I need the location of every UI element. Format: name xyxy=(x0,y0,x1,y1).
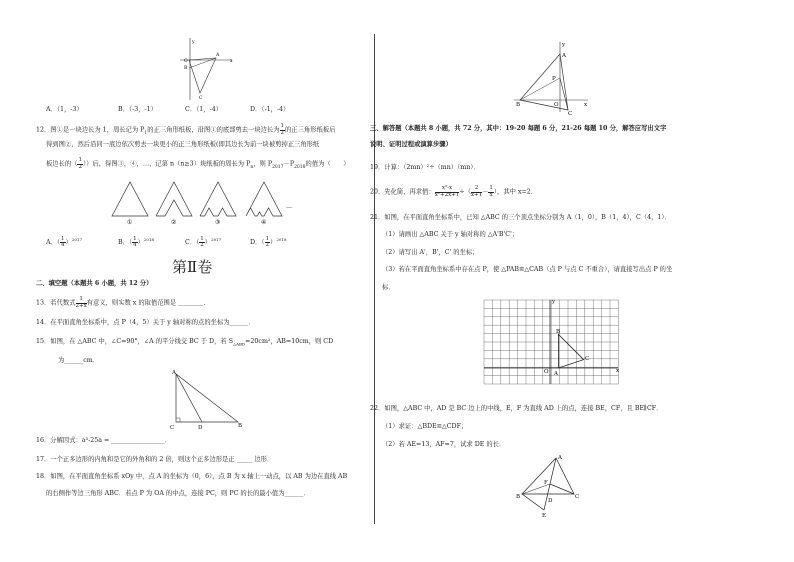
q20-post: ），其中 x=2． xyxy=(493,188,538,196)
q22-fig-A: A xyxy=(558,455,562,461)
q12-b-num: 1 xyxy=(133,235,137,242)
q22-fig-C: C xyxy=(575,494,580,500)
q22-fig-B: B xyxy=(516,494,521,500)
q12-ellipsis: … xyxy=(286,203,292,210)
answer-section-line2: 说明、证明过程或演算步骤） xyxy=(370,141,452,148)
q12-subn: n xyxy=(250,164,254,170)
q20-f3-num: 1 xyxy=(489,185,493,191)
q17-line: 17．一个正多边形的内角和是它的外角和的 2 倍，则这个正多边形是正 _____ 边形． xyxy=(36,456,274,463)
q12-fig-label-3: ③ xyxy=(215,219,221,226)
q15-fig-C: C xyxy=(170,425,175,431)
q12-c-label: C． xyxy=(185,239,197,247)
q12-half-den: 2 xyxy=(280,129,285,136)
q12-b-lp: （ xyxy=(128,239,133,247)
q12-b-label: B． xyxy=(118,239,129,247)
q21-part3b: 标． xyxy=(382,284,395,291)
q12-d-rp: ） xyxy=(270,239,277,247)
q12-c-exp: 2017 xyxy=(211,237,222,242)
q21-part3a: （3）若在平面直角坐标系中存在点 P，使 △PAB≌△CAB（点 P 与点 C 不重合），请直接写出点 P 的坐 xyxy=(382,266,673,273)
q12-figures xyxy=(108,178,308,226)
q11-fig-x: x xyxy=(230,59,233,64)
q20-pre: 20．先化简，再求值： xyxy=(370,188,435,196)
q12-option-c xyxy=(185,236,221,249)
q13-pre: 13．若代数式 xyxy=(36,299,76,307)
q21-gridlines xyxy=(484,300,618,384)
q12-b-den: 4 xyxy=(133,242,137,249)
left-column xyxy=(0,0,372,562)
q12-a-num: 1 xyxy=(61,235,65,242)
q12-d-den: 2 xyxy=(265,242,270,249)
q21-part2: （2）请写出 A'，B'，C' 的坐标； xyxy=(382,249,479,256)
q12-sub2018: 2018 xyxy=(294,164,306,170)
q22-figure xyxy=(514,452,584,518)
q12-lp1: （ xyxy=(71,160,78,168)
q15-line1 xyxy=(36,338,333,348)
q21-part1: （1）请画出 △ABC 关于 y 轴对称的 △A'B'C'； xyxy=(382,231,519,238)
q12-l1b: 的正三角形纸板，沿图①的底部剪去一块边长为 xyxy=(147,126,280,134)
q12-l3c: ，则 P xyxy=(253,160,273,168)
q18-line2: 的右侧作等边三角形 ABC．若点 P 为 OA 的中点，连接 PC，则 PC 的长的最小值为______． xyxy=(46,490,310,497)
q12-c-rp: ） xyxy=(204,239,212,247)
q12-sub2017: 2017 xyxy=(272,164,284,170)
fill-section-heading: 二、填空题（本题共 6 小题，共 12 分） xyxy=(36,280,153,287)
q15-fig-A: A xyxy=(172,370,176,376)
q12-c-num: 1 xyxy=(200,235,204,242)
column-divider xyxy=(374,34,375,524)
q12-b-rp: ） xyxy=(137,239,144,247)
q12-a-label: A． xyxy=(46,239,57,247)
q22-fig-D: D xyxy=(548,498,553,504)
q20-f1-den: x²+2x+1 xyxy=(434,191,460,198)
q18-fig-B: B xyxy=(516,102,521,108)
q21-line1: 21．如图，在平面直角坐标系中，已知 △ABC 的三个顶点坐标分别为 A（1，0），B（1，4），C（4，1）． xyxy=(370,214,671,221)
q21-fig-O: O xyxy=(544,369,549,375)
q12-fig-label-1: ① xyxy=(127,219,133,226)
q13-den: 2+x xyxy=(75,302,87,309)
q11-option-a: A．（1，-3） xyxy=(46,106,83,113)
q11-fig-O: O xyxy=(184,59,188,64)
q18-fig-y: y xyxy=(562,42,566,48)
q20-f2-den: x+1 xyxy=(470,191,483,198)
q20-div: ÷（ xyxy=(459,188,471,196)
q21-grid-figure xyxy=(484,298,620,386)
q12-option-d xyxy=(250,236,287,249)
q15-line2: 为______cm． xyxy=(58,357,99,364)
q21-fig-A: A xyxy=(554,371,558,377)
q20-f1-num: x²-x xyxy=(435,186,460,193)
q22-part2: （2）若 AE=13，AF=7，试求 DE 的长． xyxy=(382,441,506,448)
q13-num: 1 xyxy=(76,297,87,304)
q15-figure xyxy=(168,368,248,432)
q20-f3-den: x xyxy=(489,191,493,198)
q12-half-num: 1 xyxy=(280,123,285,129)
q18-fig-C: C xyxy=(568,111,573,117)
q12-a-rp: ） xyxy=(65,239,72,247)
q22-fig-F: F xyxy=(544,480,548,486)
q11-figure xyxy=(180,38,240,102)
q18-figure xyxy=(510,38,590,117)
q12-a-exp: 2017 xyxy=(71,237,82,242)
q11-option-c: C．（1，-4） xyxy=(185,106,222,113)
q12-l3e: 的值为（ ） xyxy=(305,160,350,168)
answer-section-line1: 三、解答题（本题共 8 小题，共 72 分，其中：19-20 每题 6 分，21-26 每题 10 分，解答应写出文字 xyxy=(370,125,667,132)
q12-c-den: 2 xyxy=(200,242,204,249)
q12-sub1: 1 xyxy=(144,130,148,136)
q21-fig-C: C xyxy=(585,356,590,362)
q22-fig-E: E xyxy=(542,513,547,519)
q11-fig-C: C xyxy=(199,96,203,101)
q15-fig-B: B xyxy=(238,423,243,429)
q12-l1c: 的正三角形纸板后 xyxy=(285,126,336,134)
q11-fig-A: A xyxy=(216,53,220,58)
q16-line: 16．分解因式：a³-25a = _________________． xyxy=(36,437,172,444)
q14-line: 14．在平面直角坐标系中，点 P（4，5）关于 y 轴对称的点的坐标为______． xyxy=(36,319,255,326)
q21-fig-B: B xyxy=(556,329,561,335)
q18-fig-P: P xyxy=(552,76,556,82)
q20-frac2 xyxy=(471,186,482,198)
q12-d-exp: 2018 xyxy=(276,237,287,242)
q12-line2: 得到图②，然后沿同一底边依次剪去一块更小的正三角形纸板(即其边长为前一块被剪掉正三角形纸 xyxy=(46,141,320,148)
q13-post: 有意义，则实数 x 的取值范围是 ________． xyxy=(86,299,210,307)
q22-part1: （1）求证：△BDE≌△CDF； xyxy=(382,423,468,430)
q12-a-den: 4 xyxy=(61,242,65,249)
q12-fig-label-4: ④ xyxy=(261,219,267,226)
q12-d-num: 1 xyxy=(265,235,270,242)
right-column xyxy=(370,0,794,562)
q18-line1: 18．如图，在平面直角坐标系 xOy 中，点 A 的坐标为（0，6），点 B 为 x 轴上一动点，以 AB 为边在直线 AB xyxy=(36,473,348,480)
volume-title: 第Ⅱ卷 xyxy=(172,258,213,276)
q12-half2-den: 2 xyxy=(78,163,82,170)
q12-d-lp: （ xyxy=(261,239,265,247)
q11-fig-B: B xyxy=(184,66,188,71)
q12-d-label: D． xyxy=(250,239,262,247)
q18-fig-A: A xyxy=(562,53,566,59)
q12-line1 xyxy=(36,124,335,138)
q12-l3b: ）后，得图③，④，…，记第 n（n≥3）块纸板的周长为 P xyxy=(86,160,251,168)
q19-line: 19．计算：（2mn）²÷（mn）（mn）． xyxy=(370,164,480,171)
q11-option-d: D．（-1，-4） xyxy=(250,106,290,113)
q22-line1: 22．如图，△ABC 中，AD 是 BC 边上的中线，E，F 为直线 AD 上的点，连接 BE，CF，且 BE∥CF． xyxy=(370,405,663,412)
q12-a-lp: （ xyxy=(56,239,61,247)
q21-fig-x: x xyxy=(616,368,620,374)
q15-l1b: =20cm²，AB=10cm，则 CD xyxy=(245,338,334,345)
q15-l1: 15．如图，在 △ABC 中，∠C=90°，∠A 的平分线交 BC 于 D，若 S xyxy=(36,338,234,345)
q12-fig-label-2: ② xyxy=(171,219,177,226)
q20-frac1 xyxy=(435,186,460,198)
q12-c-lp: （ xyxy=(196,239,200,247)
q12-l3d: －P xyxy=(283,160,295,168)
q12-l3a: 板边长的 xyxy=(46,160,72,168)
q12-line3 xyxy=(46,158,350,172)
q20-line xyxy=(370,186,537,198)
q15-sub: △ABD xyxy=(233,341,246,347)
q12-b-exp: 2018 xyxy=(143,237,155,242)
q18-fig-x: x xyxy=(584,102,588,108)
q21-fig-y: y xyxy=(552,299,556,305)
q15-fig-D: D xyxy=(198,425,203,431)
q20-f2-num: 2 xyxy=(471,186,482,193)
q12-option-b xyxy=(118,236,154,249)
q12-half2-num: 1 xyxy=(78,157,82,163)
q18-fig-O: O xyxy=(554,102,559,108)
q13-line xyxy=(36,297,210,309)
q20-minus: － xyxy=(482,188,489,196)
q11-option-b: B．（-3，-1） xyxy=(118,106,157,113)
q13-frac xyxy=(76,297,87,309)
q11-fig-y: y xyxy=(192,40,195,45)
q12-l1a: 12．图①是一块边长为 1，周长记为 P xyxy=(36,126,145,134)
q12-rp1: ） xyxy=(82,160,87,168)
q12-option-a xyxy=(46,236,82,249)
